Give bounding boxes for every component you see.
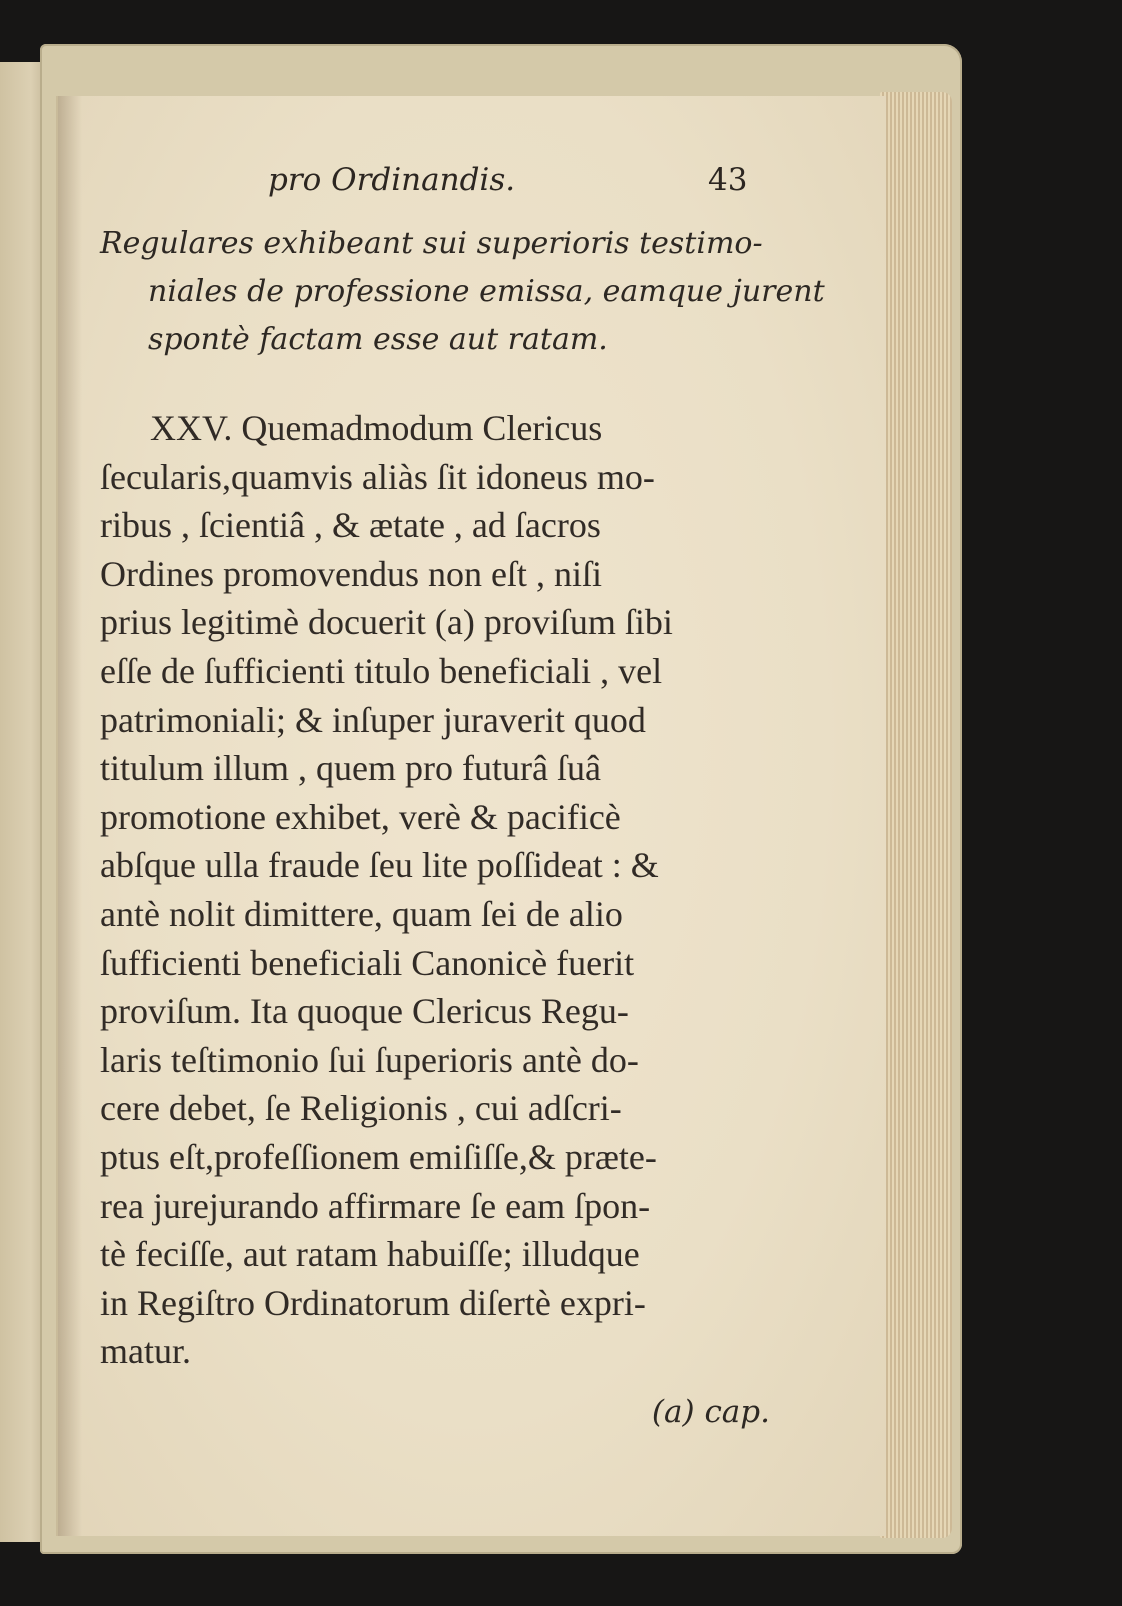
article-line: laris teſtimonio ſui ſuperioris antè do- bbox=[100, 1039, 639, 1080]
rubric-line: niales de professione emissa, eamque jurent bbox=[148, 274, 825, 309]
article-line: in Regiſtro Ordinatorum diſertè expri- bbox=[100, 1282, 646, 1323]
page-edges bbox=[880, 92, 952, 1538]
article-line: titulum illum , quem pro futurâ ſuâ bbox=[100, 748, 601, 789]
rubric-paragraph bbox=[100, 220, 825, 364]
article-line: abſque ulla fraude ſeu lite poſſideat : & bbox=[100, 845, 659, 886]
article-line: Ordines promovendus non eſt , niſi bbox=[100, 553, 602, 594]
article-paragraph bbox=[100, 404, 800, 1376]
gutter-shadow bbox=[58, 96, 82, 1536]
article-line: promotione exhibet, verè & pacificè bbox=[100, 796, 621, 837]
rubric-line: Regulares exhibeant sui superioris testimo- bbox=[100, 226, 763, 261]
article-line: matur. bbox=[100, 1331, 191, 1372]
footnote-catchword: (a) cap. bbox=[651, 1393, 770, 1430]
running-title: pro Ordinandis. bbox=[268, 162, 516, 198]
article-line: ribus , ſcientiâ , & ætate , ad ſacros bbox=[100, 505, 601, 546]
article-line: cere debet, ſe Religionis , cui adſcri- bbox=[100, 1088, 622, 1129]
article-line: ptus eſt,profeſſionem emiſiſſe,& præte- bbox=[100, 1136, 657, 1177]
article-line: tè feciſſe, aut ratam habuiſſe; illudque bbox=[100, 1234, 640, 1275]
article-line: prius legitimè docuerit (a) proviſum ſibi bbox=[100, 602, 673, 643]
article-line: ſecularis,quamvis aliàs ſit idoneus mo- bbox=[100, 456, 655, 497]
page-number: 43 bbox=[708, 162, 748, 198]
rubric-line: spontè factam esse aut ratam. bbox=[148, 322, 608, 357]
page-text bbox=[100, 150, 825, 1430]
article-line: antè nolit dimittere, quam ſei de alio bbox=[100, 893, 623, 934]
article-line: XXV. Quemadmodum Clericus bbox=[150, 408, 603, 448]
article-line: patrimoniali; & inſuper juraverit quod bbox=[100, 699, 646, 740]
article-line: proviſum. Ita quoque Clericus Regu- bbox=[100, 991, 629, 1032]
running-head bbox=[100, 150, 800, 210]
article-line: ſufficienti beneficiali Canonicè fuerit bbox=[100, 942, 635, 983]
article-line: eſſe de ſufficienti titulo beneficiali , vel bbox=[100, 650, 663, 691]
article-line: rea jurejurando affirmare ſe eam ſpon- bbox=[100, 1185, 651, 1226]
